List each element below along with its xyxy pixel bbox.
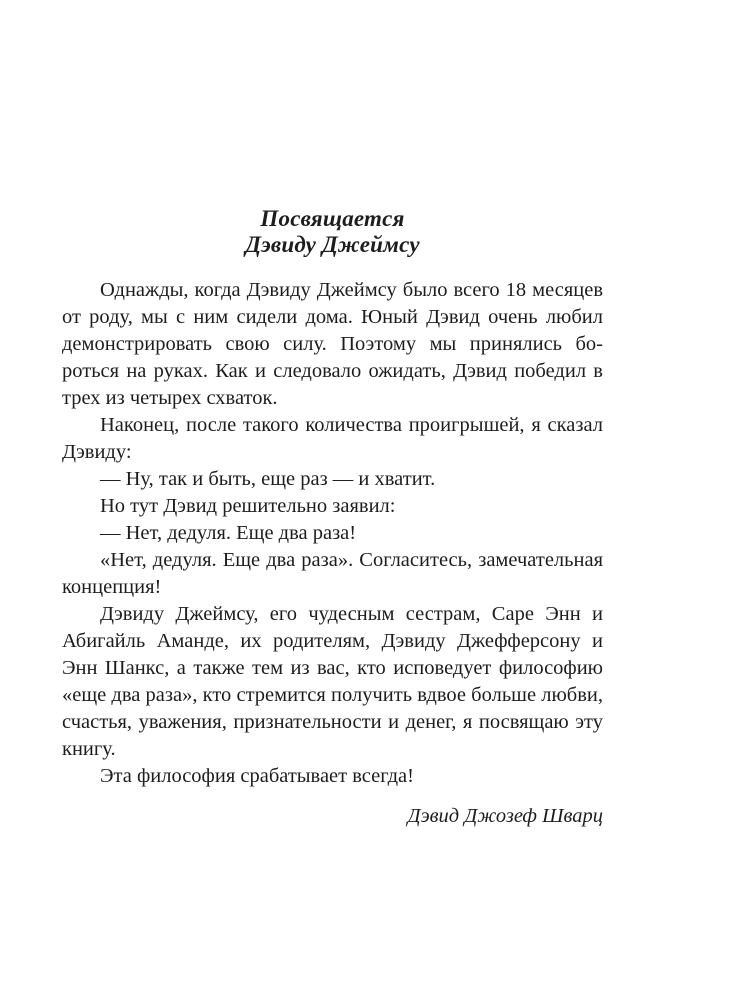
dedication-dialogue-line-1: — Ну, так и быть, еще раз — и хватит. bbox=[100, 468, 436, 490]
dedication-paragraph-4: «Нет, дедуля. Еще два раза». Согласитесь, замечательная концепция! bbox=[62, 549, 603, 598]
dedication-paragraph-3: Но тут Дэвид решительно заявил: bbox=[100, 495, 396, 517]
dedication-title-line1: Посвящается bbox=[260, 206, 405, 231]
dedication-paragraph-1: Однажды, когда Дэвиду Джеймсу было всего 18 месяцев от роду, мы с ним сидели дома. Юный Дэвид очень любил демонстрировать свою силу. Поэтому мы принялись бороться на руках. Как и следовало ожидать, Дэвид победил в трех из четырех схваток. bbox=[62, 279, 603, 409]
dedication-paragraph-5: Дэвиду Джеймсу, его чудесным сестрам, Саре Энн и Абигайль Аманде, их родителям, Дэвиду Джефферсону и Энн Шанкс, а также тем из вас, кто исповедует философию «еще два раза», кто стремится получить вдвое больше любви, счастья, уважения, признательности и денег, я посвящаю эту книгу. bbox=[62, 603, 603, 760]
dedication-dialogue-line-2: — Нет, дедуля. Еще два раза! bbox=[100, 522, 357, 544]
dedication-section bbox=[62, 206, 603, 830]
dedication-paragraph-6: Эта философия срабатывает всегда! bbox=[100, 765, 414, 787]
author-signature: Дэвид Джозеф Шварц bbox=[407, 805, 603, 827]
dedication-title bbox=[62, 206, 603, 258]
dedication-paragraph-2: Наконец, после такого количества проигрышей, я сказал Дэвиду: bbox=[62, 414, 603, 463]
dedication-title-line2: Дэвиду Джеймсу bbox=[245, 232, 420, 257]
